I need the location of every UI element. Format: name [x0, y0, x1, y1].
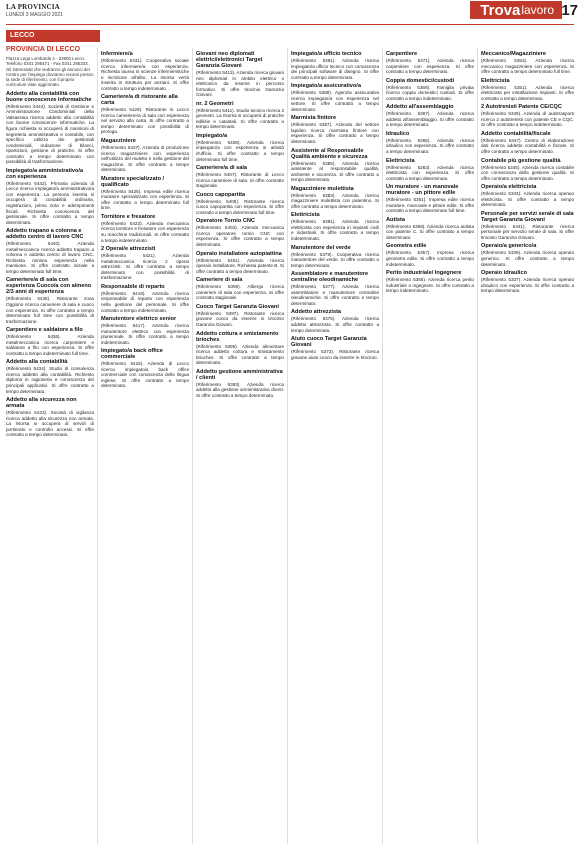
job-listing	[291, 83, 379, 112]
column-divider	[477, 48, 478, 844]
job-listing	[481, 184, 574, 208]
job-description: (Riferimento 5365). Azienda ricerca idraulico con esperienza. Si offre contratto a tempo determinato.	[386, 137, 474, 155]
column-6	[481, 48, 574, 846]
job-description: (Riferimento 5395). Azienda alimentare ricerca addetto cottura e smistamento brioches. Si offre contratto a tempo determinato.	[196, 343, 284, 366]
job-description: (Riferimento 5357). Impresa ricerca geometra edile. Si offre contratto a tempo indeterminato.	[386, 250, 474, 267]
job-title: Muratore specializzato / qualificato	[101, 175, 165, 188]
job-listing	[196, 331, 284, 366]
job-description: (Riferimento 5367). Azienda ricerca addetto all'assemblaggio. Si offre contratto a tempo determinato.	[386, 111, 474, 128]
job-description: (Riferimento 5361). Impresa edile ricerca muratore, manovale e pittore edile. Si offre contratto a tempo determinato full time.	[386, 197, 474, 214]
job-description: (Riferimento 5351). Azienda ricerca elettricista per installazione impianti. Si offre contratto a tempo determinato.	[481, 84, 574, 101]
job-description: (Riferimento 5421). Azienda metalmeccanica ricerca 2 operai attrezzisti. Si offre contratto a tempo determinato con possibilità di trasformazione.	[101, 253, 189, 281]
job-listing	[386, 270, 474, 294]
job-title: Magazziniere mulettista	[291, 185, 354, 192]
job-title: Carpentiere	[386, 51, 418, 57]
job-listing	[291, 245, 379, 269]
job-title: Coppia domestici/custodi	[386, 77, 455, 84]
job-listing	[386, 131, 474, 155]
job-title: Meccanico/Magazziniere	[481, 51, 546, 57]
job-listing	[481, 51, 574, 75]
job-listing	[6, 277, 94, 324]
job-title: Assemblatore e manutentore centraline oleodinamiche	[291, 271, 369, 284]
job-description: (Riferimento 5391). Azienda ricerca impiegato/a ufficio tecnico con conoscenza dei principali software di disegno. Si offre contratto a tempo determinato.	[291, 58, 379, 80]
job-description: (Riferimento 5345). Azienda ricerca contabile con conoscenza della gestione qualità. Si offre contratto a tempo determinato.	[481, 164, 574, 181]
job-listing	[6, 91, 94, 165]
job-description: (Riferimento 5355). Azienda ricerca perito industriale o ingegnere. Si offre contratto a tempo indeterminato.	[386, 277, 474, 294]
job-listing	[481, 211, 574, 241]
column-5	[386, 48, 474, 846]
job-description: (Riferimento 5387). Azienda del settore lapideo ricerca marmista finitore con esperienza. Si offre contratto a tempo determinato.	[291, 122, 379, 145]
job-description: (Riferimento 5417). Azienda ricerca manutentore elettrico con esperienza pluriennale. Si offre contratto a tempo indeterminato.	[101, 323, 189, 345]
job-description: (Riferimento 5383). Azienda ricerca magazziniere mulettista con patentino. Si offre contratto a tempo determinato.	[291, 192, 379, 209]
job-listing	[386, 243, 474, 267]
job-description: (Riferimento 5427). Azienda di produzione ricerca magazziniere con esperienza nell'utilizzo del muletto e nella gestione del magazzino. Si offre contratto a tempo determinato.	[101, 145, 189, 173]
column-4	[291, 48, 379, 846]
job-description: (Riferimento 5411). Studio tecnico ricerca 2 geometri. La risorsa si occuperà di pratiche edilizie e catastali. Si offre contratto a tempo determinato.	[196, 107, 284, 130]
job-title: Cameriere di sala	[196, 277, 243, 284]
job-listing	[196, 218, 284, 247]
job-listing	[291, 115, 379, 144]
job-title: Aiuto cuoco Target Garanzia Giovani	[291, 336, 367, 349]
job-listing	[196, 101, 284, 130]
job-listing	[481, 270, 574, 294]
column-1	[6, 46, 94, 844]
job-title: Addetto gestione amministrativa / clienti	[196, 368, 283, 381]
job-description: (Riferimento 5436). Azienda metalmeccanica ricerca carpentiere e saldatore a filo con esperienza. Si offre contratto a tempo indeterminato full time.	[6, 334, 94, 356]
job-description: (Riferimento 5389). Agenzia assicurativa ricerca impiegato/a con esperienza nel settore. Si offre contratto a tempo determinato.	[291, 90, 379, 112]
job-description: (Riferimento 5349). Azienda di autotrasporti ricerca 2 autotrenisti con patente CE e CQC. Si offre contratto a tempo indeterminato.	[481, 111, 574, 128]
job-listing	[196, 192, 284, 216]
job-description: (Riferimento 5359). Azienda ricerca autista con patente C. Si offre contratto a tempo determinato.	[386, 223, 474, 240]
job-listing	[6, 359, 94, 394]
job-title: Addetto contabilità/fiscale	[481, 130, 551, 137]
job-title: Operaio/a elettricista	[481, 184, 537, 191]
column-divider	[192, 48, 193, 844]
job-title: Impiegato/a back office commerciale	[101, 348, 163, 361]
job-description: (Riferimento 5373). Ristorante ricerca giovane aiuto cuoco da inserire in tirocinio.	[291, 349, 379, 360]
job-description: (Riferimento 5425). Impresa edile ricerca muratore specializzato con esperienza. Si offre contratto a tempo determinato full time.	[101, 188, 189, 211]
job-description: (Riferimento 5413). Azienda ricerca giovani neo diplomati in ambito elettrico o elettronico da inserire in percorso formativo. Si offre tirocinio Garanzia Giovani.	[196, 70, 284, 98]
job-listing	[481, 78, 574, 102]
job-title: Assistente al Responsabile Qualità ambiente e sicurezza	[291, 147, 368, 160]
column-3	[196, 48, 284, 846]
job-listing	[291, 309, 379, 333]
job-listing	[196, 51, 284, 98]
column-divider	[382, 48, 383, 844]
job-title: Operaio idraulico	[481, 270, 528, 277]
job-title: Personale per servizi serale di sala Target Garanzia Giovani	[481, 210, 574, 223]
job-description: (Riferimento 5440). Azienda metalmeccanica ricerca addetto trapano a colonna e addetto centro di lavoro CNC. Richiesta minima esperienza nella mansione. Si offre contratto iniziale a tempo determinato full time.	[6, 241, 94, 274]
job-description: (Riferimento 5409). Azienda ricerca impiegato/a con esperienza in attività d'ufficio. Si offre contratto a tempo determinato full time.	[196, 139, 284, 162]
job-description: (Riferimento 5423). Azienda meccanica ricerca tornitore e fresatore con esperienza su macchine tradizionali. Si offre contratto a tempo indeterminato.	[101, 220, 189, 243]
job-description: (Riferimento 5381). Azienda ricerca elettricista con esperienza in impianti civili e industriali. Si offre contratto a tempo indeterminato.	[291, 219, 379, 242]
job-listing	[291, 51, 379, 80]
job-title: nr. 2 Geometri	[196, 100, 234, 107]
publication-name: LA PROVINCIA	[6, 3, 60, 11]
job-title: Elettricista	[481, 77, 510, 84]
job-description: (Riferimento 5343). Azienda ricerca operaio elettricista. Si offre contratto a tempo determinato.	[481, 191, 574, 208]
job-description: (Riferimento 5431). Cooperativa sociale ricerca infermiere/a con esperienza. Richiesta laurea in scienze infermieristiche e iscrizione all'albo. La risorsa verrà inserita in struttura per anziani. Si offre contratto a tempo indeterminato.	[101, 58, 189, 91]
job-title: Carpentiere e saldatore a filo	[6, 327, 83, 334]
job-title: Elettricista	[291, 212, 320, 219]
job-listing	[101, 51, 189, 91]
job-description: (Riferimento 5403). Azienda meccanica ricerca operatore tornio CNC con esperienza. Si offre contratto a tempo determinato.	[196, 225, 284, 248]
job-title: Geometra edile	[386, 243, 427, 250]
header-rule	[6, 24, 574, 25]
column-divider	[287, 48, 288, 844]
job-listing	[101, 284, 189, 313]
job-listing	[291, 148, 379, 183]
job-title: Tornitore e fresatore	[101, 213, 156, 220]
job-listing	[196, 251, 284, 275]
job-title: Responsabile di reparto	[101, 283, 165, 290]
job-title: Impiegato/a ufficio tecnico	[291, 51, 362, 57]
job-listing	[386, 217, 474, 241]
job-title: Addetto cottura e smistamento brioches	[196, 330, 279, 343]
job-listing	[481, 104, 574, 128]
city-band: LECCO	[6, 30, 100, 42]
job-listing	[101, 316, 189, 345]
job-title: Addetto alla contabilità con buone conoscenze informatiche	[6, 90, 92, 103]
job-title: Manutentore elettrico senior	[101, 316, 177, 323]
job-listing	[481, 158, 574, 182]
job-description: (Riferimento 5438). Ristorante zona Oggiono ricerca cameriere di sala e cuoco con esperienza. Si offre contratto a tempo determinato full time con possibilità di trasformazione.	[6, 296, 94, 324]
job-listing	[6, 168, 94, 225]
job-listing	[6, 397, 94, 438]
job-listing	[101, 138, 189, 173]
job-title: Addetto alla contabilità	[6, 359, 68, 366]
job-title: Impiegato/a assicurativo/a	[291, 83, 361, 90]
page-header	[0, 0, 580, 24]
job-title: Impiegato/a amministrativo/a con esperienza	[6, 167, 84, 180]
job-listing	[6, 327, 94, 356]
job-listing	[196, 304, 284, 328]
job-title: Cameriere/a di sala	[196, 165, 247, 172]
section-brand	[470, 1, 562, 19]
job-listing	[196, 133, 284, 162]
job-listing	[481, 243, 574, 267]
job-title: Operaio/a generico/a	[481, 243, 537, 250]
job-description: (Riferimento 5363). Azienda ricerca elettricista con esperienza. Si offre contratto a tempo determinato.	[386, 164, 474, 181]
job-description: (Riferimento 5379). Cooperativa ricerca manutentore del verde. Si offre contratto a tempo determinato.	[291, 251, 379, 268]
job-title: Impiegato/a	[196, 132, 228, 139]
job-title: Idraulico	[386, 130, 410, 137]
job-title: Operaio installatore autopiattina	[196, 250, 282, 257]
job-description: (Riferimento 5397). Ristorante ricerca giovane cuoco da inserire in tirocinio Garanzia Giovani.	[196, 310, 284, 327]
job-listing	[291, 336, 379, 360]
job-title: Perito industriale/ Ingegnere	[386, 270, 462, 277]
job-title: Operatore Tornio CNC	[196, 218, 255, 225]
job-description: (Riferimento 5434). Studio di consulenza ricerca addetto alla contabilità. Richiesto diploma in ragioneria e conoscenza dei principali applicativi. Si offre contratto a tempo determinato.	[6, 366, 94, 394]
issue-date: LUNEDÌ 3 MAGGIO 2021	[6, 12, 63, 18]
section-name-bold: Trova	[480, 1, 521, 19]
job-listing	[481, 131, 574, 155]
section-name-light: lavoro	[521, 3, 554, 17]
job-listing	[196, 165, 284, 189]
job-title: Cuoco capopartita	[196, 191, 246, 198]
job-description: (Riferimento 5375). Azienda ricerca addetto attrezzista. Si offre contratto a tempo determinato.	[291, 316, 379, 333]
job-listing	[101, 176, 189, 211]
job-title: Addetto attrezzista	[291, 309, 342, 316]
job-listing	[386, 51, 474, 75]
job-description: (Riferimento 5407). Ristorante di Lecco ricerca cameriere di sala. Si offre contratto stagionale.	[196, 172, 284, 189]
job-listing	[101, 348, 189, 389]
job-description: (Riferimento 5429). Ristorante in Lecco ricerca cameriere/a di sala con esperienza nel servizio alla carta. Si offre contratto a tempo determinato con possibilità di proroga.	[101, 107, 189, 135]
job-description: (Riferimento 5444). Società di Gestione e Amministrazione Condominiali della Valsassina ricerca addetto alla contabilità con buone conoscenze informatiche. La figura richiesta si occuperà di mansioni di segreteria amministrativa e contabile, con specifico utilizzo dei gestionali condominiali, redazione di bilanci, ripartizioni, gestione di pratiche. Si offre contratto a tempo determinato con possibilità di trasformazione.	[6, 103, 94, 165]
job-description: (Riferimento 5353). Azienda ricerca meccanico magazziniere con esperienza. Si offre contratto a tempo determinato full time.	[481, 58, 574, 75]
job-title: Un muratore - un manovale muratore - un pittore edile	[386, 184, 459, 197]
job-title: 2 Autotrenisti Patente CE/CQC	[481, 104, 562, 111]
job-title: Cameriere/a di sala con esperienza Cuoco/a con almeno 2/3 anni di esperienza	[6, 277, 92, 296]
job-description: (Riferimento 5433). Società di vigilanza ricerca addetto alla sicurezza non armata. La risorsa si occuperà di servizi di portierato e controllo accessi. Si offre contratto a tempo determinato.	[6, 410, 94, 438]
job-title: Elettricista	[386, 157, 415, 164]
job-title: Manutentore del verde	[291, 244, 351, 251]
job-description: (Riferimento 5401). Azienda ricerca operaio installatore. Richiesta patente B. Si offre contratto a tempo determinato.	[196, 257, 284, 274]
job-listing	[386, 158, 474, 182]
job-description: (Riferimento 5405). Ristorante ricerca cuoco capopartita con esperienza. Si offre contratto a tempo determinato full time.	[196, 198, 284, 215]
job-listing	[386, 184, 474, 214]
job-description: (Riferimento 5369). Famiglia privata ricerca coppia domestici custodi. Si offre contratto a tempo indeterminato.	[386, 84, 474, 101]
job-description: (Riferimento 5399). Albergo ricerca cameriere di sala con esperienza. Si offre contratto stagionale.	[196, 284, 284, 301]
job-description: (Riferimento 5347). Centro di elaborazione dati ricerca addetto contabilità e fiscale. Si offre contratto a tempo determinato.	[481, 137, 574, 155]
job-description: (Riferimento 5415). Azienda di Lecco ricerca impiegato/a back office commerciale con conoscenza della lingua inglese. Si offre contratto a tempo determinato.	[101, 361, 189, 389]
job-description: (Riferimento 5419). Azienda ricerca responsabile di reparto con esperienza nella gestione del personale. Si offre contratto a tempo indeterminato.	[101, 290, 189, 313]
job-listing	[196, 369, 284, 399]
job-description: (Riferimento 5371). Azienda ricerca carpentiere con esperienza. Si offre contratto a tempo determinato.	[386, 58, 474, 75]
job-description: (Riferimento 5442). Primaria azienda di Lecco ricerca impiegato/a amministrativo/a con esperienza. La persona inserita si occuperà di contabilità ordinaria, registrazioni, prima nota e adempimenti fiscali. Richiesta conoscenza del gestionale. Si offre contratto a tempo determinato.	[6, 180, 94, 225]
job-title: 2 Operai/e attrezzisti	[101, 246, 156, 253]
job-listing	[196, 277, 284, 301]
province-title: PROVINCIA DI LECCO	[6, 46, 81, 53]
job-title: Cuoco Target Garanzia Giovani	[196, 303, 279, 310]
job-title: Marmista finitore	[291, 115, 337, 122]
job-title: Infermiere/a	[101, 51, 133, 57]
job-title: Cameriere/a di ristorante alla carta	[101, 94, 178, 107]
job-listing	[291, 212, 379, 241]
job-title: Autista	[386, 216, 405, 223]
job-description: (Riferimento 5339). Azienda ricerca operaio generico. Si offre contratto a tempo determinato.	[481, 250, 574, 267]
job-listing	[386, 78, 474, 102]
page-number: 17	[561, 2, 578, 19]
job-title: Contabile più gestione qualità	[481, 157, 561, 164]
job-listing	[291, 271, 379, 306]
job-listing	[386, 104, 474, 128]
section-tab	[470, 1, 562, 19]
job-title: Giovani neo diplomati elettrici/elettronici Target Garanzia Giovani	[196, 51, 263, 69]
job-title: Magazziniere	[101, 138, 136, 145]
job-description: (Riferimento 5385). Azienda ricerca assistente al responsabile qualità, ambiente e sicurezza. Si offre contratto a tempo determinato.	[291, 160, 379, 183]
job-description: (Riferimento 5337). Azienda ricerca operaio idraulico con esperienza. Si offre contratto a tempo determinato.	[481, 277, 574, 294]
job-listing	[101, 94, 189, 135]
job-description: (Riferimento 5393). Azienda ricerca addetto alla gestione amministrativa clienti. Si offre contratto a tempo determinato.	[196, 381, 284, 398]
job-title: Addetto trapano a colonna e addetto centro di lavoro CNC	[6, 228, 84, 241]
job-description: (Riferimento 5341). Ristorante ricerca personale per servizio serale di sala. Si offre tirocinio Garanzia Giovani.	[481, 223, 574, 240]
job-listing	[101, 214, 189, 243]
job-description: (Riferimento 5377). Azienda ricerca assemblatore e manutentore centraline oleodinamiche. Si offre contratto a tempo determinato.	[291, 284, 379, 306]
job-listing	[6, 228, 94, 274]
job-listing	[291, 186, 379, 210]
job-title: Addetto all'assemblaggio	[386, 104, 454, 111]
column-divider	[97, 48, 98, 844]
job-listing	[101, 246, 189, 281]
column-2	[101, 48, 189, 846]
province-intro: Piazza Lega Lombarda 4 - 23900 Lecco. Telefono 0341 295471 - Fax 0341 295333. Gli interessati che vedranno gli annunci del Centro per l'impiego dovranno recarsi presso la sede di riferimento, con il proprio curriculum vitae aggiornato.	[6, 56, 94, 88]
job-title: Addetto alla sicurezza non armata	[6, 397, 77, 410]
